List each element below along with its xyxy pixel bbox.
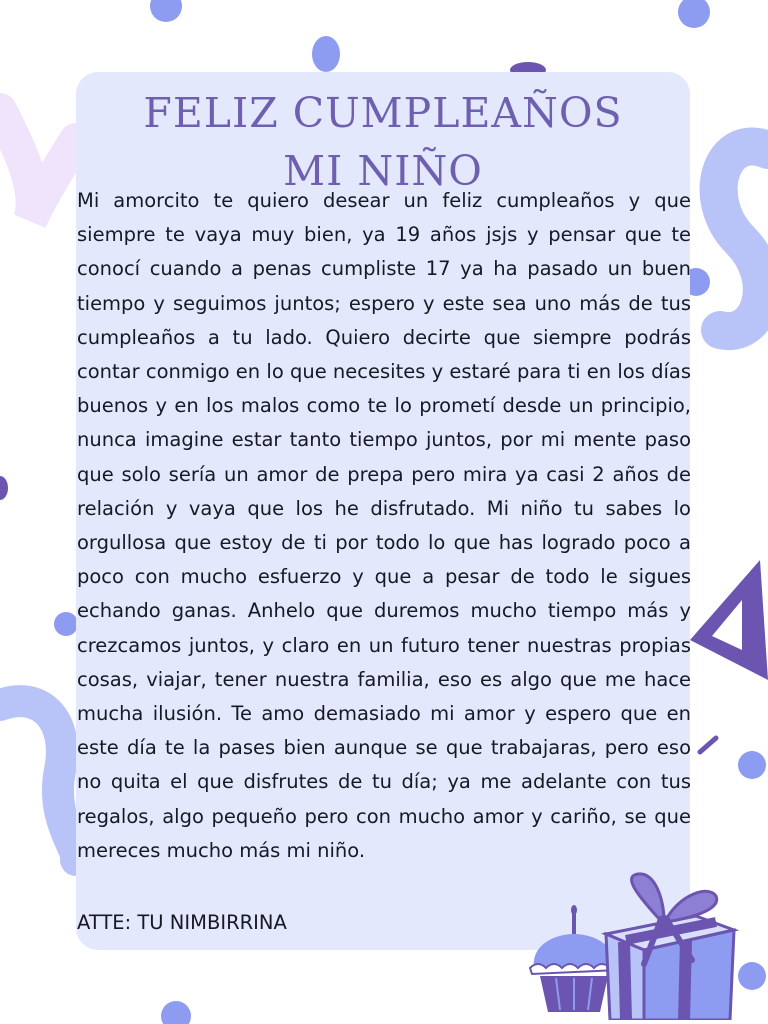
confetti-squiggle [0,110,76,220]
confetti-dot [161,1001,191,1024]
confetti-dot [0,476,8,500]
confetti-dot [54,612,78,636]
letter-signature: ATTE: TU NIMBIRRINA [77,911,287,934]
letter-title [76,84,690,200]
confetti-dot [150,0,182,22]
confetti-dot [312,36,340,72]
gift-and-cupcake-illustration [526,872,742,1020]
confetti-swirl [0,701,76,860]
confetti-dot [738,962,766,990]
cupcake-icon [530,905,618,1012]
letter-body: Mi amorcito te quiero desear un feliz cumpleaños y que siempre te vaya muy bien, ya 19 años jsjs y pensar que te conocí cuando a penas cumpliste 17 ya ha pasado un buen tiempo y seguimos juntos; espero y este sea uno más de tus cumpleaños a tu lado. Quiero decirte que siempre podrás contar conmigo en lo que necesites y estaré para ti en los días buenos y en los malos como te lo prometí desde un principio, nunca imagine estar tanto tiempo juntos, por mi mente paso que solo sería un amor de prepa pero mira ya casi 2 años de relación y vaya que los he disfrutado. Mi niño tu sabes lo orgullosa que estoy de ti por todo lo que has logrado poco a poco con mucho esfuerzo y que a pesar de todo le sigues echando ganas. Anhelo que duremos mucho tiempo más y crezcamos juntos, y claro en un futuro tener nuestras propias cosas, viajar, tener nuestra familia, eso es algo que me hace mucha ilusión. Te amo demasiado mi amor y espero que en este día te la pases bien aunque se que trabajaras, pero eso no quita el que disfrutes de tu día; ya me adelante con tus regalos, algo pequeño pero con mucho amor y cariño, se que mereces mucho más mi niño. [77,189,691,862]
confetti-swirl [719,146,768,331]
confetti-dot [738,751,766,779]
confetti-streamer [700,738,716,752]
title-line-2: MI NIÑO [283,147,483,195]
confetti-dot [678,0,710,28]
title-line-1: FELIZ CUMPLEAÑOS [143,89,623,137]
gift-box-icon [606,874,734,1020]
